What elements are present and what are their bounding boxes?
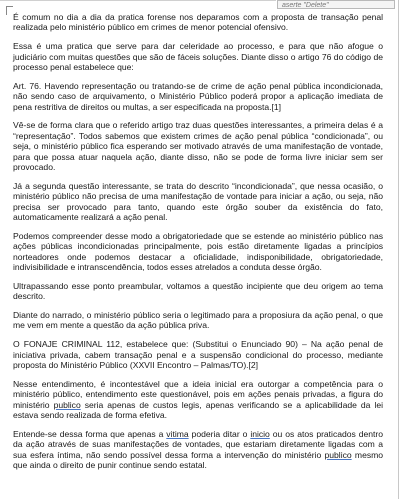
paragraph-2: Essa é uma pratica que serve para dar celeridade ao processo, e para que não afogue o judiciário com muitas questões que são de fáceis soluções. Diante disso o artigo 76 do código de processo penal estabelece que: xyxy=(13,41,383,73)
paragraph-4: Vê-se de forma clara que o referido artigo traz duas questões interessantes, a primeira delas é a “representação”. Todos sabemos que existem crimes de ação penal pública “condicionada”, ou seja, o ministério público fica esperando ser motivado através de uma manifestação de vontade, para que possa atuar naquela ação, diante disso, não se pode de forma livre iniciar sem ser provocado. xyxy=(13,120,383,173)
paragraph-10-text-end: seria apenas de custos legis, apenas verificando se a aplicabilidade da lei estava sendo realizada de forma efetiva. xyxy=(13,399,383,421)
paragraph-5: Já a segunda questão interessante, se trata do descrito “incondicionada”, que nessa ocasião, o ministério público não precisa de uma manifestação de vontade para iniciar a ação, ou seja, não precisa ser provocado para tanto, quando este órgão souber da existência do fato, automaticamente realizará a ação penal. xyxy=(13,180,383,223)
paragraph-8: Diante do narrado, o ministério público seria o legitimado para a proposiura da ação penal, o que me vem em mente a questão da ação pública priva. xyxy=(13,310,383,331)
paragraph-6: Podemos compreender desse modo a obrigatoriedade que se estende ao ministério público nas ações públicas incondicionadas principalmente, pois estão diretamente ligadas a princípios norteadores onde podemos destacar a oficialidade, indisponibilidade, obrigatoriedade, indivisibilidade e intranscendência, todos esses atrelados a conduta desse órgão. xyxy=(13,230,383,273)
spellcheck-word-publico[interactable]: publico xyxy=(53,399,81,410)
page-corner-mark xyxy=(6,6,13,15)
header-rule xyxy=(0,0,276,1)
deleted-comment-balloon[interactable]: aserte "Delete" xyxy=(277,0,395,9)
paragraph-11-text-2: poderia ditar o xyxy=(188,428,251,439)
spellcheck-word-inicio[interactable]: inicio xyxy=(250,428,270,439)
paragraph-11 xyxy=(13,429,383,471)
paragraph-1: É comum no dia a dia da pratica forense nos deparamos com a proposta de transação penal realizada pelo ministério público em crimes de menor potencial ofensivo. xyxy=(13,12,383,33)
paragraph-11-text-3: ou os atos praticados dentro da ação através de suas manifestações de vontades, que estariam diretamente ligadas com a sua esfera íntima, não sendo possível dessa forma a intervenção do ministério xyxy=(13,428,383,460)
paragraph-3-citation: Art. 76. Havendo representação ou tratando-se de crime de ação penal pública incondicionada, não sendo caso de arquivamento, o Ministério Público poderá propor a aplicação imediata de pena restritiva de direitos ou multas, a ser especificada na proposta.[1] xyxy=(13,80,383,112)
spellcheck-word-publico-2[interactable]: publico xyxy=(324,449,352,460)
spellcheck-word-vitima[interactable]: vitima xyxy=(166,428,189,439)
paragraph-11-text-4: mesmo que ainda o direito de punir continue sendo estatal. xyxy=(13,449,383,471)
paragraph-10 xyxy=(13,379,383,421)
paragraph-11-text: Entende-se dessa forma que apenas a xyxy=(13,428,167,439)
document-body[interactable] xyxy=(13,12,383,471)
paragraph-10-text: Nesse entendimento, é incontestável que a ideia inicial era outorgar a competência para o ministério público, entendimento este questionável, pois em ações penais privadas, a figura do ministério xyxy=(13,378,383,410)
paragraph-7: Ultrapassando esse ponto preambular, voltamos a questão incipiente que deu origem ao tema descrito. xyxy=(13,280,383,302)
paragraph-9: O FONAJE CRIMINAL 112, estabelece que: (Substitui o Enunciado 90) – Na ação penal de iniciativa privada, cabem transação penal e a suspensão condicional do processo, mediante proposta do Ministério Público (XXVII Encontro – Palmas/TO).[2] xyxy=(13,339,383,371)
